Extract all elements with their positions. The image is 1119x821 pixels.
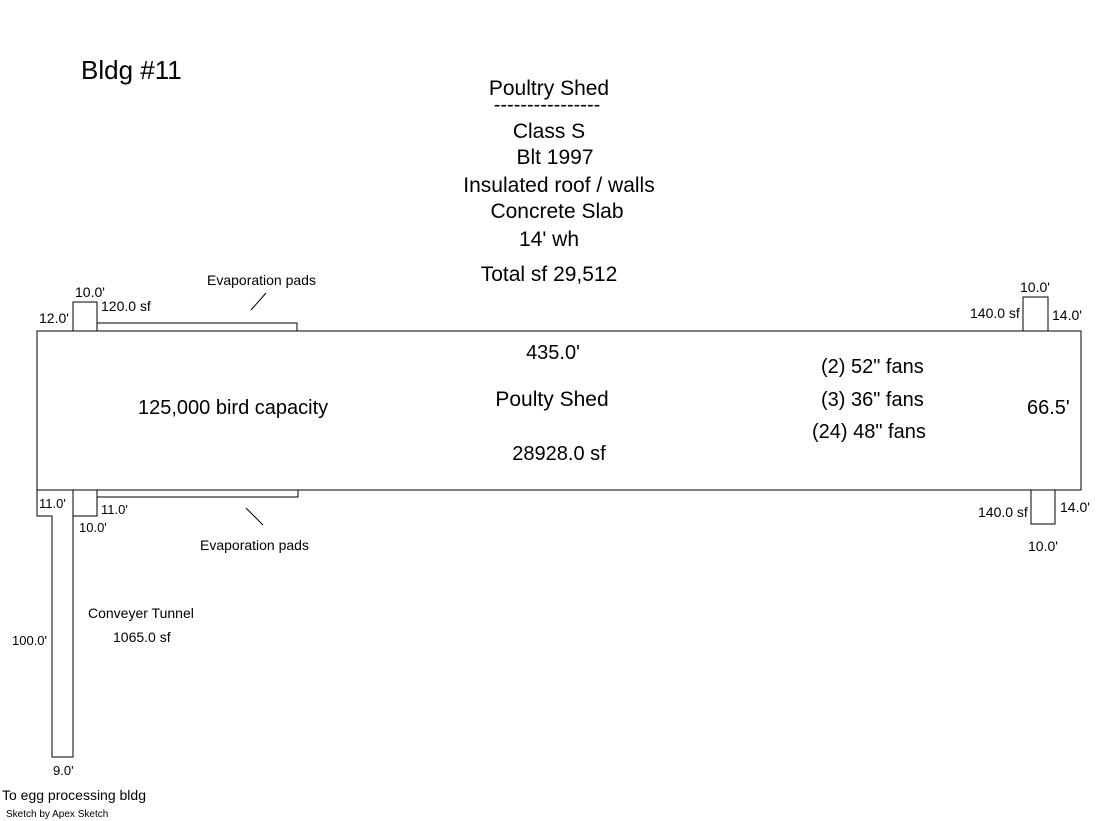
top-right-addon-width: 10.0' [1020, 279, 1050, 295]
main-shed-width: 66.5' [1027, 397, 1070, 419]
bottom-evaporation-pad [97, 490, 298, 497]
bottom-evaporation-pads-label: Evaporation pads [200, 537, 309, 553]
bottom-right-addon-depth: 14.0' [1060, 499, 1090, 515]
bottom-left-addon-width: 10.0' [79, 520, 107, 535]
bottom-pad-leader-line [246, 508, 263, 525]
bird-capacity: 125,000 bird capacity [138, 397, 329, 419]
header-built: Blt 1997 [516, 146, 594, 169]
top-right-addon-outline [1023, 297, 1048, 331]
tunnel-width: 9.0' [53, 763, 74, 778]
tunnel-name: Conveyer Tunnel [88, 605, 194, 621]
header-class: Class S [512, 120, 586, 143]
header-title: Poultry Shed [488, 77, 610, 100]
tunnel-area: 1065.0 sf [113, 629, 171, 645]
header-underline: ---------------- [493, 94, 601, 116]
bottom-right-addon-area: 140.0 sf [978, 504, 1028, 520]
top-right-addon-area: 140.0 sf [970, 305, 1020, 321]
header-insulation: Insulated roof / walls [463, 174, 655, 197]
fans-36-inch: (3) 36" fans [821, 389, 924, 411]
bottom-left-addon-depth: 11.0' [101, 502, 128, 517]
main-shed-name: Poulty Shed [495, 388, 609, 411]
top-left-addon-outline [73, 302, 97, 331]
top-left-addon-area: 120.0 sf [101, 298, 151, 314]
top-right-addon-depth: 14.0' [1052, 307, 1082, 323]
building-number: Bldg #11 [81, 55, 182, 85]
fans-52-inch: (2) 52" fans [821, 356, 924, 378]
tunnel-depth: 11.0' [39, 496, 66, 511]
top-evaporation-pad [97, 323, 297, 331]
tunnel-destination: To egg processing bldg [2, 787, 146, 803]
header-total-sf: Total sf 29,512 [480, 263, 618, 286]
header-foundation: Concrete Slab [490, 200, 624, 223]
fans-48-inch: (24) 48" fans [812, 421, 926, 443]
top-pad-leader-line [251, 293, 266, 310]
conveyer-tunnel-outline [37, 490, 73, 757]
tunnel-length: 100.0' [12, 633, 48, 648]
main-shed-area: 28928.0 sf [512, 443, 606, 465]
sketch-credit: Sketch by Apex Sketch [6, 809, 109, 820]
bottom-left-addon-outline [73, 490, 97, 516]
main-shed-length: 435.0' [526, 342, 580, 364]
top-evaporation-pads-label: Evaporation pads [207, 272, 316, 288]
bottom-right-addon-outline [1031, 490, 1055, 524]
top-left-addon-width: 10.0' [75, 284, 105, 300]
top-left-addon-depth: 12.0' [39, 310, 69, 326]
header-wall-height: 14' wh [518, 228, 580, 251]
bottom-right-addon-width: 10.0' [1028, 538, 1058, 554]
